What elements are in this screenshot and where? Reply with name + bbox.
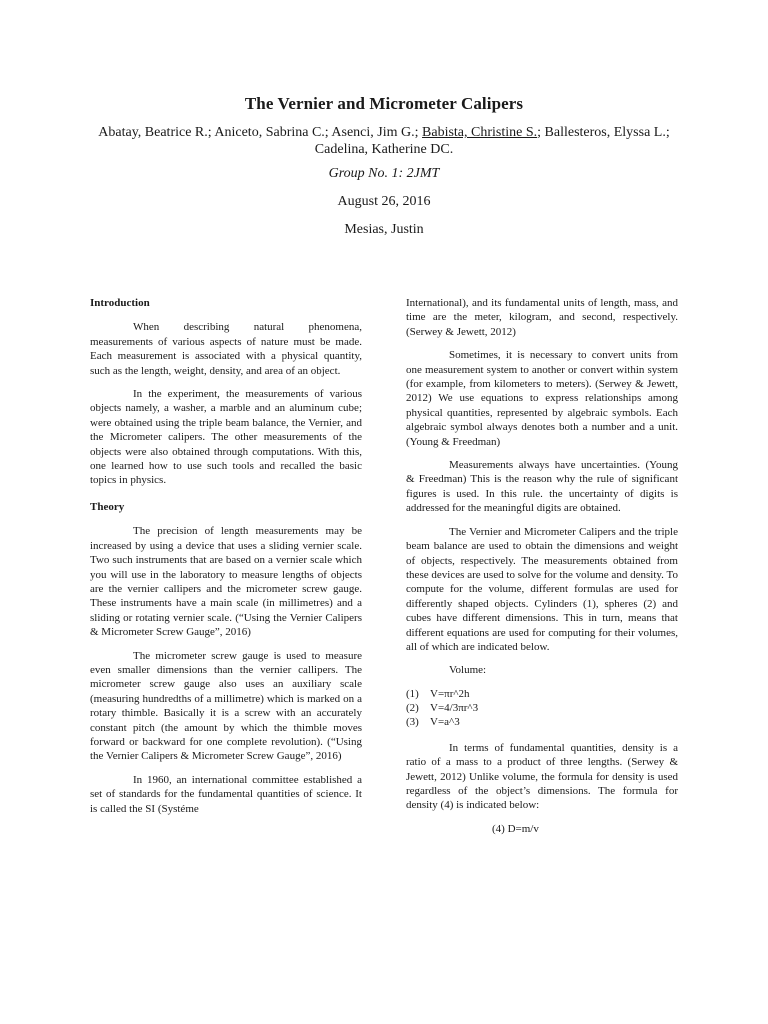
- right-paragraph-1: International), and its fundamental units of length, mass, and time are the meter, kilogram, and second, respectively. (Serwey & Jewett, 2012): [406, 297, 678, 338]
- right-paragraph-5: In terms of fundamental quantities, density is a ratio of a mass to a product of three lengths. (Serwey & Jewett, 2012) Unlike volume, the formula for density is used regardless of the object’s dimensions. The formula for density (4) is indicated below:: [406, 741, 678, 812]
- density-formula: (4) D=m/v: [492, 822, 539, 835]
- authors-text-1: Abatay, Beatrice R.; Aniceto, Sabrina C.; Asenci, Jim G.;: [98, 125, 423, 140]
- left-column: [90, 296, 362, 825]
- formula-item: [406, 715, 678, 729]
- formula-number: (2): [406, 701, 419, 714]
- theory-paragraph-3: In 1960, an international committee established a set of standards for the fundamental quantities of science. It is called the SI (Systéme: [90, 773, 362, 815]
- intro-paragraph-1: When describing natural phenomena, measurements of various aspects of nature must be made. Each measurement is associated with a physical quantity, such as the length, weight, density, and area of an object.: [90, 321, 362, 377]
- paper-title: The Vernier and Micrometer Calipers: [244, 94, 524, 113]
- theory-paragraph-1: The precision of length measurements may be increased by using a device that uses a sliding vernier scale. Two such instruments that are based on a vernier scale which you will use in the laboratory to measure lengths of objects are the vernier callipers and the micrometer screw gauge. These instruments have a main scale (in millimetres) and a sliding or rotating vernier scale. (“Using the Vernier Calipers & Micrometer Screw Gauge”, 2016): [90, 525, 362, 639]
- formula-text: V=4/3πr^3: [430, 701, 479, 714]
- right-paragraph-4: The Vernier and Micrometer Calipers and the triple beam balance are used to obtain the dimensions and weight of objects, respectively. The measurements obtained from these devices are used to solve for the volume and density. To compute for the volume, different formulas are used for differently shaped objects. Cylinders (1), spheres (2) and cubes have different dimensions. This in turn, means that different equations are used for computing for their volumes, all of which are indicated below.: [406, 525, 678, 653]
- right-paragraph-3: Measurements always have uncertainties. (Young & Freedman) This is the reason why the rule of significant figures is used. In this rule. the uncertainty of digits is addressed for the meaningful digits are obtained.: [406, 459, 678, 515]
- formula-text: V=πr^2h: [430, 687, 470, 700]
- formula-number: (3): [406, 715, 419, 728]
- formula-text: V=a^3: [430, 715, 460, 728]
- volume-label: Volume:: [449, 664, 487, 677]
- authors-text-2: ; Ballesteros, Elyssa L.; Cadelina, Katherine DC.: [314, 125, 670, 157]
- formula-number: (1): [406, 687, 419, 700]
- authors-underlined-name: Babista, Christine S.: [422, 125, 538, 140]
- formula-item: [406, 701, 678, 715]
- author-list: [88, 124, 680, 158]
- introduction-heading: Introduction: [90, 297, 150, 309]
- group-number: Group No. 1: 2JMT: [328, 166, 440, 181]
- right-paragraph-2: Sometimes, it is necessary to convert units from one measurement system to another or convert within system (for example, from kilometers to meters). (Serwey & Jewett, 2012) We use equations to express relationships among physical quantities, represented by algebraic symbols. Each algebraic symbol always denotes both a number and a unit. (Young & Freedman): [406, 349, 678, 448]
- theory-heading: Theory: [90, 500, 125, 513]
- formula-item: [406, 687, 678, 701]
- theory-paragraph-2: The micrometer screw gauge is used to measure even smaller dimensions than the vernier callipers. The micrometer screw gauge also uses an auxiliary scale (measuring hundredths of a millimetre) which is marked on a rotary thimble. Basically it is a screw with an accurately constant pitch (the amount by which the thimble moves forward or backward for one complete revolution). (“Using the Vernier Calipers & Micrometer Screw Gauge”, 2016): [90, 649, 362, 763]
- instructor-name: Mesias, Justin: [344, 222, 424, 237]
- volume-formula-list: [406, 687, 678, 729]
- right-column: [406, 296, 678, 845]
- intro-paragraph-2: In the experiment, the measurements of various objects namely, a washer, a marble and an aluminum cube; were obtained using the triple beam balance, the Vernier, and the Micrometer calipers. The other measurements of the objects were also obtained through computations. With this, one learned how to use such tools and recalled the basic topics in physics.: [90, 388, 362, 487]
- paper-date: August 26, 2016: [337, 194, 431, 209]
